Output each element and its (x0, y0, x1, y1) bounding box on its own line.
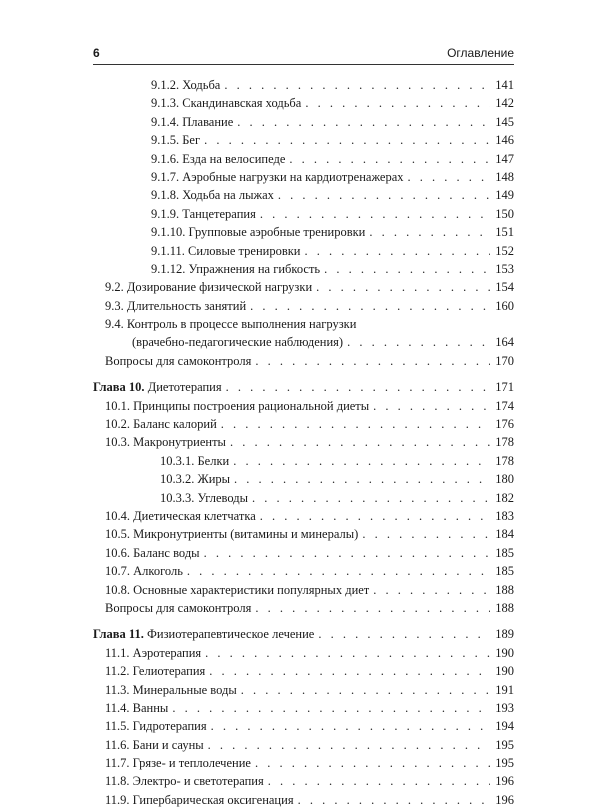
toc-entry-page: 191 (495, 682, 514, 697)
toc-entry-label: 9.1.7. Аэробные нагрузки на кардиотренажерах (151, 169, 404, 184)
toc-entry-label: 10.3. Макронутриенты (105, 435, 226, 450)
dot-leader (237, 113, 490, 131)
dot-leader (362, 525, 490, 543)
toc-entry[interactable] (93, 525, 514, 543)
toc-entry-page: 190 (495, 664, 514, 679)
toc-entry[interactable] (93, 662, 514, 680)
toc-entry-label: 9.1.3. Скандинавская ходьба (151, 96, 302, 111)
page-header (93, 42, 514, 65)
dot-leader (187, 562, 490, 580)
toc-entry-label: 9.1.9. Танцетерапия (151, 206, 256, 221)
toc-entry-page: 149 (495, 188, 514, 203)
toc-entry-label: 10.1. Принципы построения рациональной диеты (105, 398, 370, 413)
dot-leader (205, 644, 490, 662)
toc-entry[interactable] (93, 76, 514, 94)
dot-leader (211, 717, 490, 735)
toc-entry-page: 142 (495, 96, 514, 111)
dot-leader (250, 297, 490, 315)
dot-leader (324, 260, 490, 278)
toc-entry[interactable] (93, 113, 514, 131)
toc-entry-page: 170 (495, 353, 514, 368)
toc-entry-page: 178 (495, 453, 514, 468)
toc-entry-page: 174 (495, 398, 514, 413)
toc-entry[interactable] (93, 168, 514, 186)
toc-entry-page: 152 (495, 243, 514, 258)
toc-entry-label: 10.3.2. Жиры (160, 472, 231, 487)
toc-chapter-label (93, 625, 314, 643)
toc-entry[interactable] (93, 150, 514, 168)
dot-leader (255, 352, 490, 370)
dot-leader (233, 452, 490, 470)
dot-leader (278, 186, 490, 204)
dot-leader (209, 662, 490, 680)
dot-leader (408, 168, 490, 186)
toc-entry[interactable] (93, 315, 514, 333)
dot-leader (316, 278, 490, 296)
toc-entry-page: 154 (495, 280, 514, 295)
toc-entry-label: 11.3. Минеральные воды (105, 682, 237, 697)
toc-entry-label: 9.3. Длительность занятий (105, 298, 247, 313)
toc-entry-page: 195 (495, 756, 514, 771)
toc-entry-page: 160 (495, 298, 514, 313)
dot-leader (255, 754, 490, 772)
toc-entry[interactable] (93, 772, 514, 790)
toc-entry[interactable] (93, 736, 514, 754)
toc-entry[interactable] (93, 415, 514, 433)
toc-entry[interactable] (93, 94, 514, 112)
toc-entry[interactable] (93, 644, 514, 662)
toc-entry-label: 10.3.1. Белки (160, 453, 230, 468)
toc-entry-label: (врачебно-педагогические наблюдения) (132, 335, 344, 350)
dot-leader (305, 94, 490, 112)
toc-entry[interactable] (93, 581, 514, 599)
toc-entry[interactable] (93, 131, 514, 149)
chapter-number: Глава 11. (93, 627, 144, 642)
toc-entry-page: 171 (495, 380, 514, 395)
toc-entry-page: 194 (495, 719, 514, 734)
dot-leader (204, 131, 490, 149)
dot-leader (268, 772, 490, 790)
toc-entry-page: 141 (495, 78, 514, 92)
toc-entry-label: 11.1. Аэротерапия (105, 645, 202, 660)
toc-entry-continuation[interactable] (93, 333, 514, 351)
toc-entry-page: 176 (495, 417, 514, 432)
dot-leader (224, 76, 490, 94)
dot-leader (226, 378, 490, 396)
toc-entry-page: 148 (495, 169, 514, 184)
toc-entry-label: 11.5. Гидротерапия (105, 719, 207, 734)
toc-entry[interactable] (93, 470, 514, 488)
toc-entry[interactable] (93, 205, 514, 223)
dot-leader (373, 581, 490, 599)
toc-entry[interactable] (93, 242, 514, 260)
toc-entry[interactable] (93, 186, 514, 204)
toc-entry-page: 189 (495, 627, 514, 642)
toc-entry[interactable] (93, 599, 514, 617)
table-of-contents (93, 76, 514, 809)
chapter-title: Физиотерапевтическое лечение (147, 627, 315, 642)
toc-entry-page: 196 (495, 774, 514, 789)
toc-entry-page: 184 (495, 527, 514, 542)
toc-entry-page: 188 (495, 600, 514, 615)
toc-entry-label: 10.8. Основные характеристики популярных диет (105, 582, 370, 597)
dot-leader (208, 736, 490, 754)
chapter-number: Глава 10. (93, 380, 145, 395)
toc-entry-page: 147 (495, 151, 514, 166)
toc-entry-page: 195 (495, 737, 514, 752)
toc-entry-page: 185 (495, 564, 514, 579)
toc-entry-label: 9.1.5. Бег (151, 133, 201, 148)
toc-entry-page: 153 (495, 261, 514, 276)
toc-entry-label: 9.1.10. Групповые аэробные тренировки (151, 225, 366, 240)
toc-entry[interactable] (93, 544, 514, 562)
toc-entry-page: 182 (495, 490, 514, 505)
toc-entry[interactable] (93, 791, 514, 809)
dot-leader (373, 397, 490, 415)
toc-entry-label: 11.8. Электро- и светотерапия (105, 774, 264, 789)
toc-entry-page: 193 (495, 700, 514, 715)
toc-entry-label: 11.9. Гипербарическая оксигенация (105, 792, 294, 807)
toc-entry-label: 11.4. Ванны (105, 700, 169, 715)
toc-entry-label: 10.6. Баланс воды (105, 545, 200, 560)
toc-entry[interactable] (93, 260, 514, 278)
dot-leader (318, 625, 490, 643)
toc-entry-page: 146 (495, 133, 514, 148)
dot-leader (369, 223, 490, 241)
toc-entry[interactable] (93, 297, 514, 315)
toc-chapter-label (93, 378, 222, 396)
toc-chapter[interactable] (93, 378, 514, 396)
toc-entry-label: 9.1.12. Упражнения на гибкость (151, 261, 321, 276)
toc-entry-page: 180 (495, 472, 514, 487)
dot-leader (204, 544, 490, 562)
chapter-title: Диетотерапия (147, 380, 222, 395)
toc-entry[interactable] (93, 562, 514, 580)
toc-entry-page: 145 (495, 114, 514, 129)
toc-entry[interactable] (93, 452, 514, 470)
dot-leader (347, 333, 490, 351)
toc-entry-label: 9.1.2. Ходьба (151, 78, 221, 92)
toc-entry-label: 11.6. Бани и сауны (105, 737, 204, 752)
toc-entry[interactable] (93, 754, 514, 772)
toc-entry-page: 183 (495, 508, 514, 523)
dot-leader (304, 242, 490, 260)
dot-leader (298, 791, 490, 809)
toc-entry-page: 196 (495, 792, 514, 807)
toc-entry-label: 10.2. Баланс калорий (105, 417, 217, 432)
toc-entry-label: 9.1.4. Плавание (151, 114, 234, 129)
running-title: Оглавление (447, 46, 514, 60)
toc-entry-label: 11.2. Гелиотерапия (105, 664, 206, 679)
toc-entry[interactable] (93, 223, 514, 241)
dot-leader (234, 470, 490, 488)
toc-entry-label: 10.7. Алкоголь (105, 564, 183, 579)
dot-leader (252, 489, 490, 507)
toc-entry-label: Вопросы для самоконтроля (105, 600, 252, 615)
dot-leader (289, 150, 490, 168)
toc-entry-label: 9.1.11. Силовые тренировки (151, 243, 301, 258)
toc-entry-page: 188 (495, 582, 514, 597)
toc-entry-label: 9.1.6. Езда на велосипеде (151, 151, 286, 166)
toc-entry-label: 9.4. Контроль в процессе выполнения нагрузки (105, 317, 357, 332)
toc-entry[interactable] (93, 397, 514, 415)
toc-entry-page: 185 (495, 545, 514, 560)
toc-entry[interactable] (93, 352, 514, 370)
toc-entry-page: 151 (495, 225, 514, 240)
toc-entry-label: 9.1.8. Ходьба на лыжах (151, 188, 274, 203)
toc-entry-label: Вопросы для самоконтроля (105, 353, 252, 368)
dot-leader (255, 599, 490, 617)
toc-entry-page: 164 (495, 335, 514, 350)
dot-leader (172, 699, 490, 717)
toc-entry-page: 150 (495, 206, 514, 221)
toc-entry-page: 178 (495, 435, 514, 450)
toc-chapter[interactable] (93, 625, 514, 643)
dot-leader (241, 681, 490, 699)
dot-leader (230, 433, 490, 451)
toc-entry[interactable] (93, 507, 514, 525)
dot-leader (221, 415, 490, 433)
dot-leader (260, 205, 490, 223)
toc-entry[interactable] (93, 681, 514, 699)
toc-entry-label: 10.5. Микронутриенты (витамины и минералы) (105, 527, 359, 542)
toc-entry[interactable] (93, 699, 514, 717)
toc-entry[interactable] (93, 489, 514, 507)
toc-entry[interactable] (93, 433, 514, 451)
dot-leader (260, 507, 490, 525)
toc-entry-page: 190 (495, 645, 514, 660)
toc-entry[interactable] (93, 717, 514, 735)
page-number: 6 (93, 46, 100, 60)
toc-entry-label: 10.3.3. Углеводы (160, 490, 248, 505)
toc-entry-label: 9.2. Дозирование физической нагрузки (105, 280, 313, 295)
toc-entry-label: 11.7. Грязе- и теплолечение (105, 756, 251, 771)
toc-entry[interactable] (93, 278, 514, 296)
toc-entry-label: 10.4. Диетическая клетчатка (105, 508, 256, 523)
